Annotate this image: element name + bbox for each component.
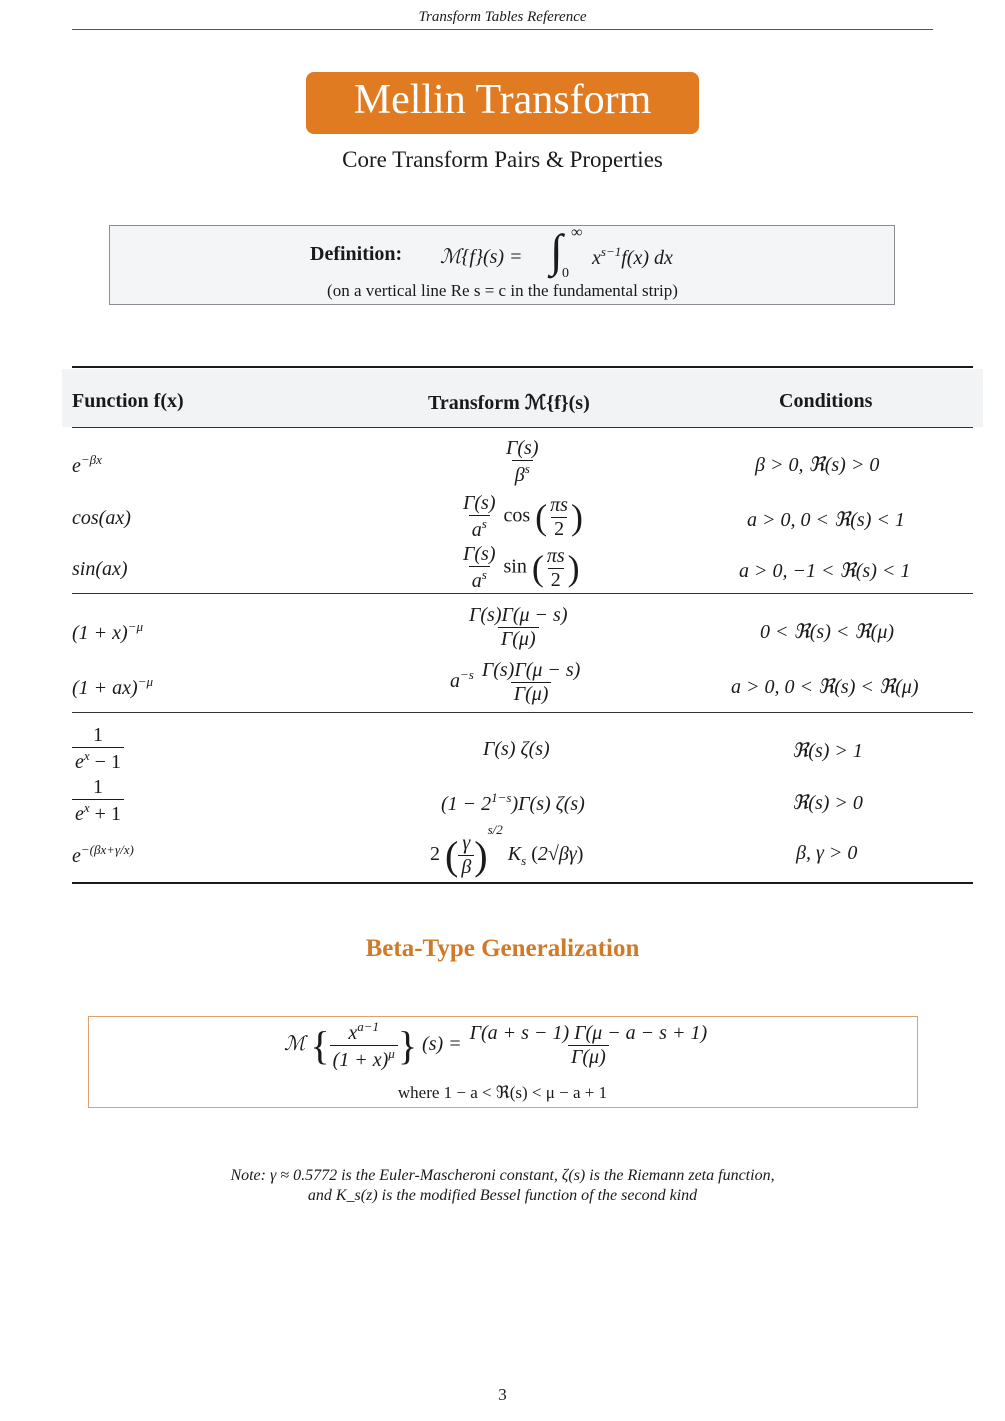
table-row-transform	[460, 543, 580, 593]
fraction	[330, 1019, 398, 1072]
integral-sign: ∫	[550, 225, 563, 276]
denominator	[469, 566, 490, 593]
integral-upper-limit: ∞	[571, 224, 583, 241]
table-bottom-rule	[72, 882, 973, 884]
page-subtitle: Core Transform Pairs & Properties	[342, 147, 663, 172]
table-row-conditions: ℜ(s) > 1	[792, 740, 863, 762]
den-tail: − 1	[89, 751, 121, 773]
den-base: β	[514, 464, 525, 486]
left-paren: (	[445, 832, 459, 878]
fn-base: e	[72, 845, 81, 867]
denominator	[469, 515, 490, 542]
definition-label: Definition:	[310, 243, 403, 265]
table-row-conditions: 0 < ℜ(s) < ℜ(μ)	[760, 621, 895, 643]
table-row-conditions: ℜ(s) > 0	[792, 792, 863, 814]
den-base: e	[75, 751, 84, 773]
left-paren: (	[531, 548, 544, 588]
fn-exponent: −μ	[127, 619, 144, 634]
col-header-transform: Transform ℳ{f}(s)	[428, 392, 590, 414]
bessel-argument: 2√βγ	[537, 843, 577, 865]
den-base: (1 + x)	[332, 1049, 389, 1071]
right-paren: )	[570, 497, 583, 537]
header-rule	[72, 29, 933, 30]
left-paren: (	[535, 497, 548, 537]
table-row-transform	[441, 790, 585, 816]
trig-function: cos	[503, 504, 531, 527]
numerator: Γ(s)Γ(μ − s)	[469, 604, 568, 626]
table-row-function	[72, 452, 102, 478]
col-header-function: Function f(x)	[72, 390, 184, 412]
den-base: a	[471, 570, 482, 592]
coefficient: 2	[430, 843, 440, 865]
denominator: Γ(μ)	[511, 682, 552, 706]
numerator: Γ(s)	[463, 543, 496, 565]
numerator: 1	[92, 776, 103, 798]
denominator: 2	[548, 568, 564, 592]
table-group-rule	[72, 712, 973, 713]
den-exponent: s	[481, 516, 487, 531]
table-row-conditions: β > 0, ℜ(s) > 0	[755, 454, 880, 476]
numerator: πs	[546, 544, 565, 567]
prefactor-base: a	[450, 670, 460, 693]
fraction	[458, 832, 474, 879]
table-row-function: cos(ax)	[72, 507, 131, 529]
table-row-transform	[450, 659, 583, 706]
numerator: 1	[92, 724, 103, 746]
denominator: Γ(μ)	[498, 627, 539, 651]
denominator	[330, 1045, 398, 1072]
fraction	[479, 659, 584, 706]
den-exponent: s	[481, 567, 487, 582]
table-row-function	[72, 674, 153, 700]
table-row-function	[72, 776, 124, 826]
fn-base: (1 + x)	[72, 622, 128, 644]
fn-base: (1 + ax)	[72, 677, 138, 699]
table-row-transform	[430, 822, 583, 879]
fraction	[503, 437, 541, 487]
page-title: Mellin Transform	[353, 77, 652, 123]
page-number: 3	[498, 1385, 507, 1404]
footnote-line-1: Note: γ ≈ 0.5772 is the Euler-Mascheroni constant, ζ(s) is the Riemann zeta function,	[230, 1167, 775, 1184]
denominator: β	[458, 855, 474, 879]
table-row-transform	[460, 492, 583, 542]
definition-note: (on a vertical line Re s = c in the fundamental strip)	[327, 281, 678, 300]
definition-lhs: ℳ{f}(s) =	[440, 246, 523, 268]
transform-tail: )Γ(s) ζ(s)	[511, 793, 585, 815]
definition-integrand	[592, 244, 673, 270]
right-paren: )	[567, 548, 580, 588]
fraction	[467, 1022, 710, 1069]
integral-lower-limit: 0	[562, 266, 569, 281]
den-exponent: μ	[388, 1046, 395, 1061]
fraction	[72, 724, 124, 774]
numerator: Γ(s)Γ(μ − s)	[481, 659, 581, 681]
table-row-transform: Γ(s) ζ(s)	[483, 738, 550, 760]
left-paren: (	[531, 843, 538, 865]
num-exponent: a−1	[357, 1019, 380, 1034]
mellin-operator: ℳ	[284, 1033, 306, 1056]
fn-exponent: −μ	[137, 674, 154, 689]
right-paren: )	[474, 832, 488, 878]
den-exponent: s	[524, 461, 530, 476]
denominator	[72, 747, 124, 774]
denominator	[72, 799, 124, 826]
left-brace: {	[310, 1023, 330, 1068]
power-exponent: s/2	[487, 822, 503, 837]
table-row-function: sin(ax)	[72, 558, 128, 580]
den-exponent: x	[83, 748, 90, 763]
numerator: γ	[462, 831, 471, 854]
numerator: Γ(a + s − 1) Γ(μ − a − s + 1)	[469, 1022, 708, 1044]
fraction	[460, 492, 498, 542]
den-tail: + 1	[89, 803, 121, 825]
fn-exponent: −(βx+γ/x)	[80, 842, 134, 857]
table-row-conditions: β, γ > 0	[796, 842, 858, 864]
right-paren: )	[576, 843, 584, 865]
fraction	[544, 545, 568, 592]
table-top-rule	[72, 366, 973, 368]
numerator: Γ(s)	[463, 492, 496, 514]
integrand-base: x	[592, 247, 601, 269]
beta-formula	[284, 1019, 710, 1072]
num-base: x	[348, 1022, 358, 1044]
integrand-exponent: s−1	[600, 244, 622, 259]
transform-exponent: 1−s	[491, 790, 512, 805]
right-brace: }	[397, 1023, 418, 1068]
denominator	[512, 460, 533, 487]
table-header-rule	[72, 427, 973, 428]
col-header-conditions: Conditions	[779, 390, 873, 412]
fn-exponent: −βx	[80, 452, 102, 467]
table-row-conditions: a > 0, −1 < ℜ(s) < 1	[739, 560, 911, 582]
fraction	[466, 604, 571, 651]
table-row-transform	[466, 604, 571, 651]
table-row-function	[72, 724, 124, 774]
footnote-line-2: and K_s(z) is the modified Bessel function of the second kind	[307, 1187, 698, 1204]
table-row-conditions: a > 0, 0 < ℜ(s) < 1	[747, 509, 905, 531]
numerator	[345, 1019, 382, 1045]
beta-lhs-tail: (s) =	[422, 1033, 462, 1056]
trig-function: sin	[503, 555, 527, 578]
table-row-function	[72, 619, 143, 645]
running-head: Transform Tables Reference	[418, 9, 587, 25]
bessel-k: K	[507, 843, 522, 865]
numerator: πs	[550, 493, 568, 516]
beta-condition: where 1 − a < ℜ(s) < μ − a + 1	[397, 1083, 608, 1102]
fn-base: e	[72, 455, 81, 477]
den-base: a	[471, 519, 482, 541]
den-base: e	[75, 803, 84, 825]
section-heading: Beta-Type Generalization	[365, 935, 640, 962]
table-group-rule	[72, 593, 973, 594]
table-row-function	[72, 842, 134, 868]
integrand-tail: f(x) dx	[621, 247, 673, 269]
denominator: 2	[551, 517, 567, 541]
den-exponent: x	[83, 800, 90, 815]
prefactor-exponent: −s	[460, 667, 474, 683]
table-row-conditions: a > 0, 0 < ℜ(s) < ℜ(μ)	[731, 676, 919, 698]
denominator: Γ(μ)	[568, 1045, 609, 1069]
transform-prefix: (1 − 2	[441, 793, 492, 815]
fraction	[547, 494, 571, 541]
numerator: Γ(s)	[506, 437, 539, 459]
bessel-subscript: s	[521, 853, 527, 868]
table-row-transform	[503, 437, 541, 487]
fraction	[460, 543, 498, 593]
footnote	[0, 1166, 1005, 1206]
fraction	[72, 776, 124, 826]
